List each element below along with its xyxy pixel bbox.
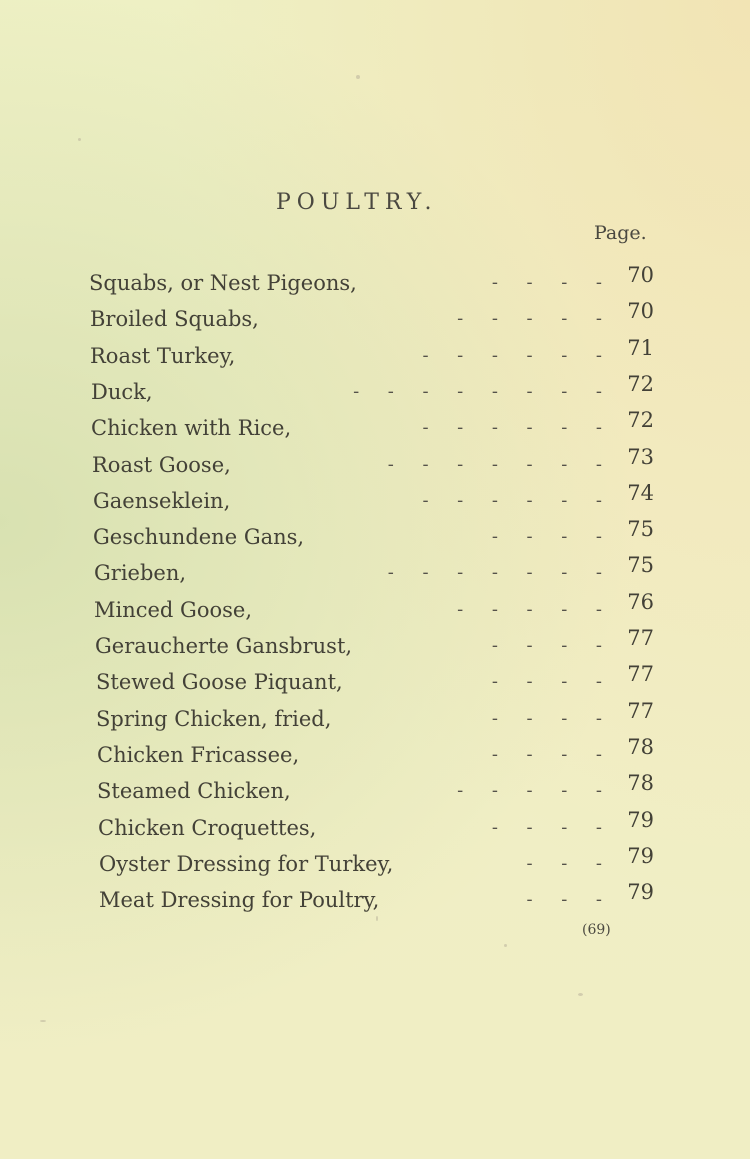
toc-entry bbox=[94, 553, 660, 588]
toc-entry-title: Minced Goose, bbox=[94, 598, 252, 622]
toc-page-number: 76 bbox=[627, 590, 654, 614]
toc-entry-title: Spring Chicken, fried, bbox=[96, 707, 332, 731]
toc-entry bbox=[98, 808, 660, 843]
toc-page-number: 77 bbox=[627, 699, 654, 723]
toc-entry bbox=[93, 481, 660, 516]
toc-page-number: 77 bbox=[627, 626, 654, 650]
paper-speck bbox=[356, 75, 360, 79]
toc-entry-title: Broiled Squabs, bbox=[90, 307, 259, 331]
toc-page-number: 78 bbox=[627, 771, 654, 795]
toc-entry-title: Roast Goose, bbox=[92, 453, 231, 477]
toc-entry-title: Chicken Fricassee, bbox=[97, 743, 300, 767]
toc-leader-dashes: - - - - bbox=[491, 744, 602, 765]
toc-entry bbox=[96, 699, 660, 734]
toc-page-number: 72 bbox=[627, 372, 654, 396]
page-column-heading: Page. bbox=[594, 222, 647, 244]
toc-entry-title: Oyster Dressing for Turkey, bbox=[99, 852, 394, 876]
toc-entry-title: Geraucherte Gansbrust, bbox=[95, 634, 353, 658]
toc-page-number: 79 bbox=[627, 880, 654, 904]
paper-speck bbox=[78, 138, 81, 141]
toc-leader-dashes: - - - - - - - bbox=[387, 562, 602, 583]
toc-entry-title: Meat Dressing for Poultry, bbox=[99, 888, 380, 912]
toc-leader-dashes: - - - - - - bbox=[422, 345, 602, 366]
section-title: POULTRY. bbox=[276, 190, 438, 215]
toc-leader-dashes: - - - - bbox=[491, 708, 602, 729]
toc-entry bbox=[94, 590, 660, 625]
toc-entry bbox=[92, 445, 660, 480]
toc-entry bbox=[91, 372, 660, 407]
toc-leader-dashes: - - - - - bbox=[457, 308, 602, 329]
toc-page-number: 71 bbox=[627, 336, 654, 360]
toc-entry-title: Roast Turkey, bbox=[90, 344, 236, 368]
toc-page-number: 79 bbox=[627, 808, 654, 832]
toc-page-number: 73 bbox=[627, 445, 654, 469]
toc-entry-title: Chicken Croquettes, bbox=[98, 816, 317, 840]
toc-leader-dashes: - - - - - - - - bbox=[353, 381, 602, 402]
toc-entry-title: Squabs, or Nest Pigeons, bbox=[89, 271, 357, 295]
toc-entry-title: Stewed Goose Piquant, bbox=[96, 670, 343, 694]
toc-page-number: 75 bbox=[627, 553, 654, 577]
toc-leader-dashes: - - - - - - bbox=[422, 490, 602, 511]
paper-speck bbox=[504, 944, 507, 947]
toc-page-number: 74 bbox=[627, 481, 654, 505]
toc-leader-dashes: - - - bbox=[526, 853, 602, 874]
toc-entry-title: Duck, bbox=[91, 380, 153, 404]
toc-entry bbox=[93, 517, 660, 552]
toc-leader-dashes: - - - - - bbox=[457, 780, 602, 801]
toc-leader-dashes: - - - bbox=[526, 889, 602, 910]
toc-page-number: 79 bbox=[627, 844, 654, 868]
toc-leader-dashes: - - - - - bbox=[457, 599, 602, 620]
toc-entry-title: Steamed Chicken, bbox=[97, 779, 291, 803]
toc-entry bbox=[97, 735, 660, 770]
page-number: (69) bbox=[582, 922, 611, 938]
paper-speck bbox=[578, 993, 583, 996]
paper-speck bbox=[40, 1020, 46, 1022]
toc-leader-dashes: - - - - bbox=[491, 671, 602, 692]
toc-page-number: 72 bbox=[627, 408, 654, 432]
toc-page-number: 70 bbox=[627, 299, 654, 323]
toc-page-number: 70 bbox=[627, 263, 654, 287]
toc-page-number: 78 bbox=[627, 735, 654, 759]
toc-entry bbox=[90, 336, 660, 371]
toc-entry bbox=[90, 299, 660, 334]
toc-entry bbox=[99, 844, 660, 879]
toc-entry-title: Chicken with Rice, bbox=[91, 416, 292, 440]
toc-leader-dashes: - - - - - - - bbox=[387, 454, 602, 475]
toc-entry bbox=[97, 771, 660, 806]
toc-entry bbox=[99, 880, 660, 915]
toc-leader-dashes: - - - - bbox=[491, 817, 602, 838]
toc-page-number: 77 bbox=[627, 662, 654, 686]
toc-entry-title: Geschundene Gans, bbox=[93, 525, 305, 549]
toc-entry bbox=[91, 408, 660, 443]
toc-entry bbox=[96, 662, 660, 697]
toc-entry-title: Grieben, bbox=[94, 561, 187, 585]
toc-leader-dashes: - - - - - - bbox=[422, 417, 602, 438]
toc-leader-dashes: - - - - bbox=[491, 635, 602, 656]
toc-leader-dashes: - - - - bbox=[491, 526, 602, 547]
toc-entry bbox=[95, 626, 660, 661]
toc-page-number: 75 bbox=[627, 517, 654, 541]
paper-speck bbox=[376, 916, 378, 921]
toc-entry-title: Gaenseklein, bbox=[93, 489, 231, 513]
toc-leader-dashes: - - - - bbox=[491, 272, 602, 293]
toc-entry bbox=[89, 263, 660, 298]
